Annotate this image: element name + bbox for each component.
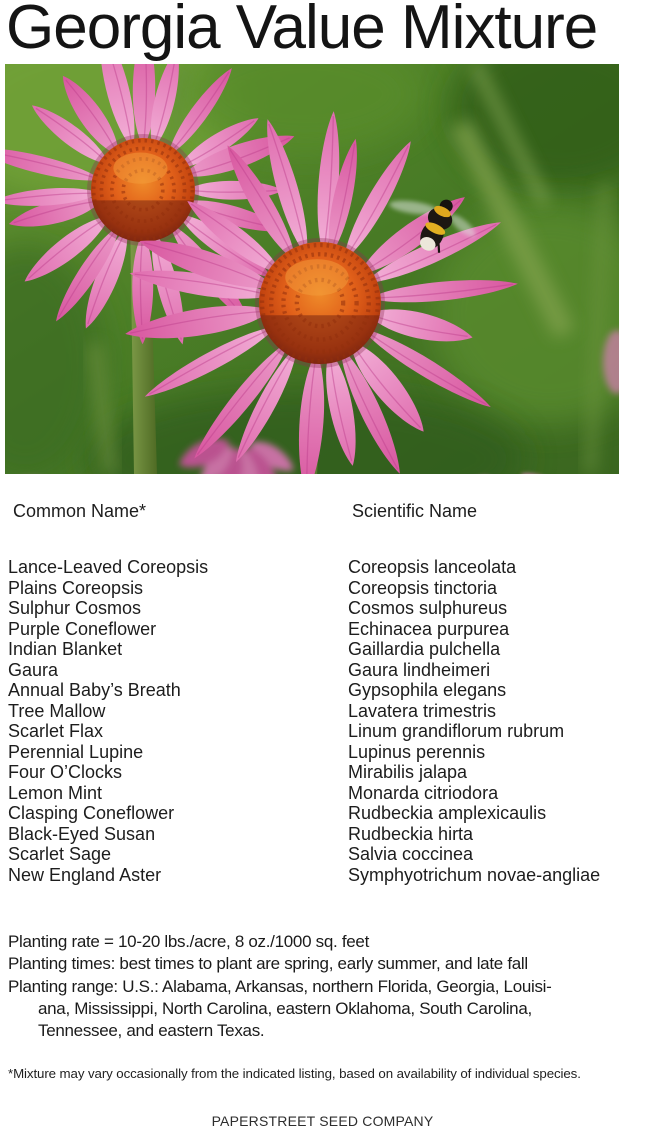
table-row — [0, 824, 645, 845]
scientific-name-cell: Rudbeckia hirta — [348, 823, 474, 844]
scientific-name-cell: Cosmos sulphureus — [348, 598, 508, 618]
scientific-name-cell: Mirabilis jalapa — [348, 762, 468, 782]
table-row — [0, 701, 645, 722]
table-row — [0, 844, 645, 865]
common-name-cell: Scarlet Flax — [8, 721, 104, 741]
scientific-name-header: Scientific Name — [352, 501, 478, 521]
table-row — [0, 598, 645, 619]
table-row — [0, 721, 645, 742]
scientific-name-cell: Echinacea purpurea — [348, 618, 510, 639]
scientific-name-cell: Coreopsis tinctoria — [348, 577, 498, 598]
table-row — [0, 783, 645, 804]
company-name: PAPERSTREET SEED COMPANY — [211, 1113, 434, 1129]
common-name-cell: New England Aster — [8, 864, 162, 885]
planting-line: Planting range: U.S.: Alabama, Arkansas, northern Florida, Georgia, Louisi- — [8, 976, 552, 996]
scientific-name-cell: Salvia coccinea — [348, 844, 474, 864]
table-row — [0, 578, 645, 599]
common-name-cell: Perennial Lupine — [8, 741, 144, 762]
common-name-cell: Lemon Mint — [8, 782, 103, 803]
common-name-header: Common Name* — [13, 501, 147, 521]
table-row — [0, 680, 645, 701]
common-name-cell: Purple Coneflower — [8, 618, 157, 639]
common-name-cell: Lance-Leaved Coreopsis — [8, 557, 209, 577]
product-photo — [5, 64, 619, 474]
scientific-name-cell: Monarda citriodora — [348, 782, 499, 803]
scientific-name-cell: Lupinus perennis — [348, 741, 486, 762]
common-name-cell: Scarlet Sage — [8, 844, 112, 864]
flower-photo-illustration — [5, 64, 619, 474]
planting-line: Planting times: best times to plant are spring, early summer, and late fall — [8, 954, 528, 974]
scientific-name-cell: Gaillardia pulchella — [348, 639, 501, 659]
scientific-name-cell: Symphyotrichum novae-angliae — [348, 864, 601, 885]
planting-line: Tennessee, and eastern Texas. — [38, 1021, 265, 1041]
table-row — [0, 660, 645, 681]
disclaimer-note: *Mixture may vary occasionally from the indicated listing, based on availability of individual species. — [8, 1066, 581, 1081]
table-header-row — [0, 501, 645, 522]
page-title: Georgia Value Mixture — [6, 0, 598, 62]
common-name-cell: Gaura — [8, 659, 59, 680]
scientific-name-cell: Gaura lindheimeri — [348, 659, 491, 680]
left-coneflower-center — [87, 134, 199, 246]
right-coneflower-center — [255, 238, 385, 368]
scientific-name-cell: Coreopsis lanceolata — [348, 557, 517, 577]
common-name-cell: Indian Blanket — [8, 639, 123, 659]
planting-line: ana, Mississippi, North Carolina, eastern Oklahoma, South Carolina, — [38, 998, 532, 1018]
scientific-name-cell: Lavatera trimestris — [348, 700, 497, 721]
scientific-name-cell: Linum grandiflorum rubrum — [348, 721, 565, 741]
table-row — [0, 803, 645, 824]
table-row — [0, 639, 645, 660]
common-name-cell: Black-Eyed Susan — [8, 823, 156, 844]
planting-info — [8, 931, 642, 1042]
table-row — [0, 742, 645, 763]
table-row — [0, 865, 645, 886]
common-name-cell: Plains Coreopsis — [8, 577, 144, 598]
common-name-cell: Annual Baby’s Breath — [8, 680, 181, 700]
table-row — [0, 762, 645, 783]
table-row — [0, 557, 645, 578]
species-table — [0, 557, 645, 885]
common-name-cell: Clasping Coneflower — [8, 803, 175, 823]
common-name-cell: Four O’Clocks — [8, 762, 123, 782]
table-row — [0, 619, 645, 640]
common-name-cell: Sulphur Cosmos — [8, 598, 142, 618]
common-name-cell: Tree Mallow — [8, 700, 106, 721]
scientific-name-cell: Gypsophila elegans — [348, 680, 507, 700]
planting-line: Planting rate = 10-20 lbs./acre, 8 oz./1000 sq. feet — [8, 932, 369, 951]
scientific-name-cell: Rudbeckia amplexicaulis — [348, 803, 547, 823]
